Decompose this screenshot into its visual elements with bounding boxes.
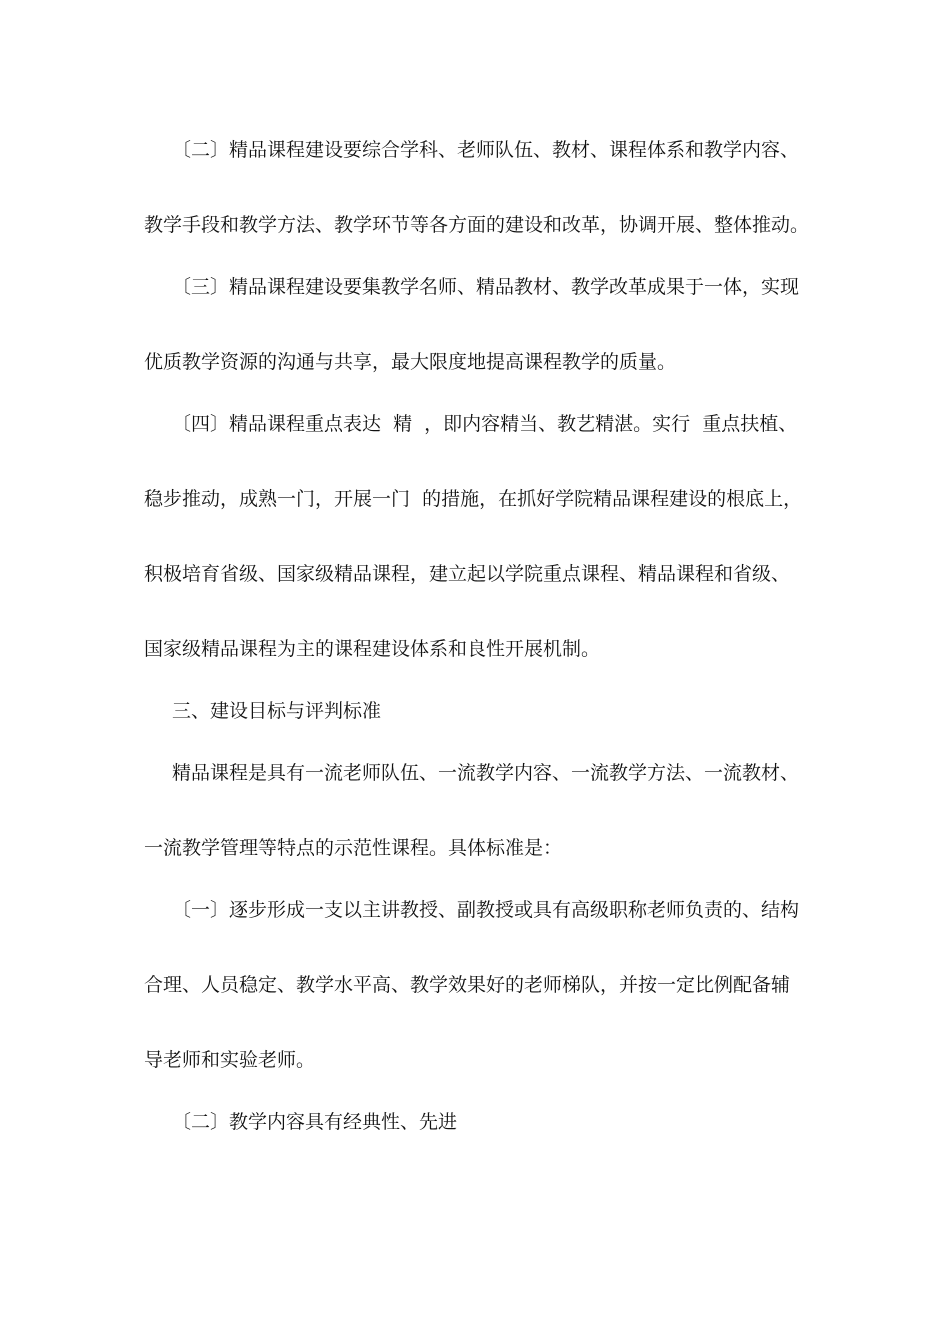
paragraph-line: 〔四〕精品课程重点表达 精 ，即内容精当、教艺精湛。实行 重点扶植、 <box>172 413 798 435</box>
paragraph-line: 合理、人员稳定、教学水平高、教学效果好的老师梯队，并按一定比例配备辅 <box>144 974 791 996</box>
paragraph-line: 〔三〕精品课程建设要集教学名师、精品教材、教学改革成果于一体，实现 <box>172 276 800 298</box>
paragraph-line: 〔一〕逐步形成一支以主讲教授、副教授或具有高级职称老师负责的、结构 <box>172 899 800 921</box>
paragraph-line: 导老师和实验老师。 <box>144 1049 316 1071</box>
paragraph-line: 精品课程是具有一流老师队伍、一流教学内容、一流教学方法、一流教材、 <box>172 762 800 784</box>
paragraph-line: 稳步推动，成熟一门，开展一门 的措施，在抓好学院精品课程建设的根底上， <box>144 488 803 510</box>
paragraph-line: 优质教学资源的沟通与共享，最大限度地提高课程教学的质量。 <box>144 351 677 373</box>
paragraph-line: 〔二〕教学内容具有经典性、先进 <box>172 1111 458 1133</box>
paragraph-line: 国家级精品课程为主的课程建设体系和良性开展机制。 <box>144 638 601 660</box>
section-heading: 三、建设目标与评判标准 <box>172 700 382 722</box>
paragraph-line: 〔二〕精品课程建设要综合学科、老师队伍、教材、课程体系和教学内容、 <box>172 139 800 161</box>
paragraph-line: 一流教学管理等特点的示范性课程。具体标准是： <box>144 837 563 859</box>
paragraph-line: 积极培育省级、国家级精品课程，建立起以学院重点课程、精品课程和省级、 <box>144 563 791 585</box>
paragraph-line: 教学手段和教学方法、教学环节等各方面的建设和改革，协调开展、整体推动。 <box>144 214 810 236</box>
